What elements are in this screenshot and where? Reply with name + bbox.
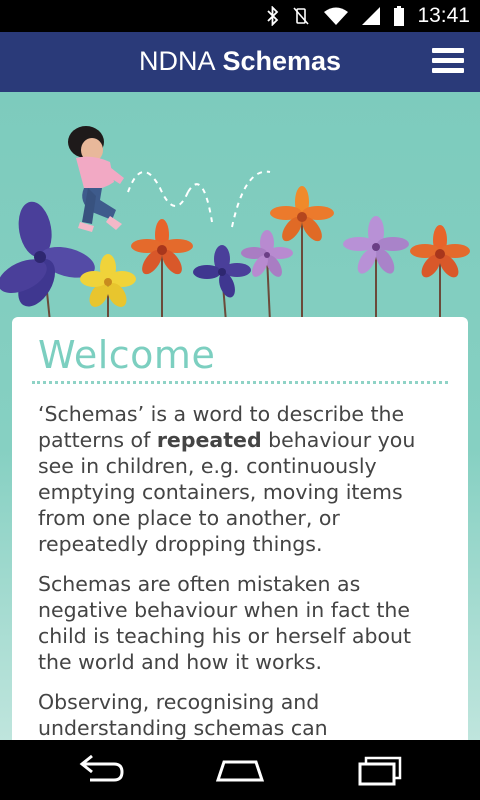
battery-icon — [393, 6, 405, 26]
hero-illustration — [0, 92, 480, 322]
recent-apps-icon[interactable] — [350, 752, 410, 788]
app-title-schemas: Schemas — [222, 46, 342, 76]
para1-bold: repeated — [156, 428, 262, 452]
paragraph-1 — [38, 401, 450, 557]
hamburger-menu-icon[interactable] — [432, 48, 464, 74]
para1-text-end: behaviour you see in children, e.g. continuously emptying containers, moving items from one place to another, or repeatedly dropping things. — [38, 428, 416, 556]
status-icons — [267, 4, 470, 28]
wifi-icon — [323, 6, 349, 26]
child-figure — [68, 126, 124, 232]
app-bar — [0, 32, 480, 92]
welcome-title: Welcome — [38, 333, 216, 377]
paragraph-2: Schemas are often mistaken as negative behaviour when in fact the child is teaching his or herself about the world and how it works. — [38, 572, 412, 674]
status-time: 13:41 — [417, 4, 470, 27]
back-icon[interactable] — [70, 752, 130, 788]
content-area[interactable] — [0, 92, 480, 740]
welcome-card — [12, 317, 468, 740]
paragraph-3: Observing, recognising and understanding schemas can — [38, 690, 328, 740]
welcome-body — [38, 401, 450, 740]
vibrate-icon — [291, 6, 311, 26]
para1-text: ‘Schemas’ is a word to describe the patterns of — [38, 402, 405, 452]
signal-icon — [361, 6, 381, 26]
status-bar — [0, 0, 480, 32]
navigation-bar — [0, 740, 480, 800]
dotted-divider — [32, 381, 448, 384]
app-title-ndna: NDNA — [138, 46, 216, 76]
home-icon[interactable] — [210, 752, 270, 788]
app-title — [0, 46, 480, 77]
bluetooth-icon — [267, 6, 279, 26]
